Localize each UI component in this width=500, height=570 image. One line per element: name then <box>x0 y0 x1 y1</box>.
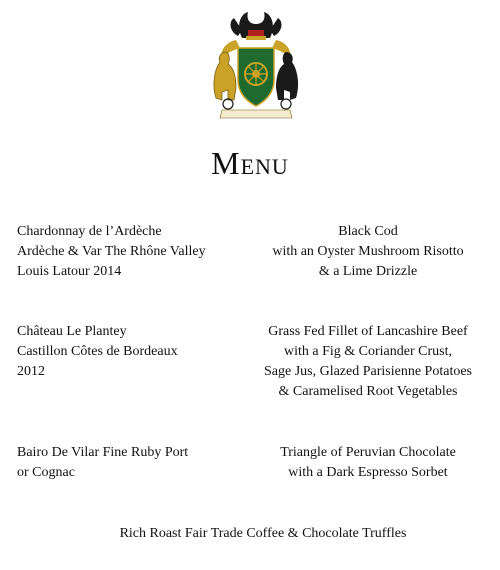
wine-line: 2012 <box>17 364 45 379</box>
dish-course-2 <box>248 322 488 402</box>
menu-title: Menu <box>211 145 289 181</box>
coat-of-arms-crest <box>206 8 306 123</box>
wine-line: Castillon Côtes de Bordeaux <box>17 344 178 359</box>
dish-line: Black Cod <box>338 224 398 239</box>
wine-pairing-3 <box>17 443 257 483</box>
crest-wheel-left <box>223 99 233 109</box>
crest-shield <box>238 48 274 106</box>
menu-footer-coffee: Rich Roast Fair Trade Coffee & Chocolate Truffles <box>119 526 407 541</box>
crest-griffin <box>231 12 282 40</box>
dish-course-3 <box>248 443 488 483</box>
dish-line: Sage Jus, Glazed Parisienne Potatoes <box>263 364 472 379</box>
dish-line: Triangle of Peruvian Chocolate <box>280 445 456 460</box>
wine-line: Bairo De Vilar Fine Ruby Port <box>17 445 189 460</box>
dish-line: & Caramelised Root Vegetables <box>278 384 458 399</box>
dish-line: with a Dark Espresso Sorbet <box>288 465 448 480</box>
dish-course-1 <box>248 222 488 282</box>
dish-line: with a Fig & Coriander Crust, <box>284 344 452 359</box>
wine-pairing-1 <box>17 222 257 282</box>
wine-line: Louis Latour 2014 <box>17 264 122 279</box>
wine-line: Château Le Plantey <box>17 324 127 339</box>
crest-motto-scroll <box>220 110 292 118</box>
dish-line: with an Oyster Mushroom Risotto <box>272 244 464 259</box>
crest-wheel-right <box>281 99 291 109</box>
crest-gold-horse <box>214 52 236 100</box>
wine-pairing-2 <box>17 322 257 382</box>
wine-line: or Cognac <box>17 465 75 480</box>
dish-line: & a Lime Drizzle <box>318 264 418 279</box>
wine-line: Ardèche & Var The Rhône Valley <box>17 244 206 259</box>
wine-line: Chardonnay de l’Ardèche <box>17 224 162 239</box>
crest-black-horse <box>276 52 298 100</box>
dish-line: Grass Fed Fillet of Lancashire Beef <box>268 324 468 339</box>
